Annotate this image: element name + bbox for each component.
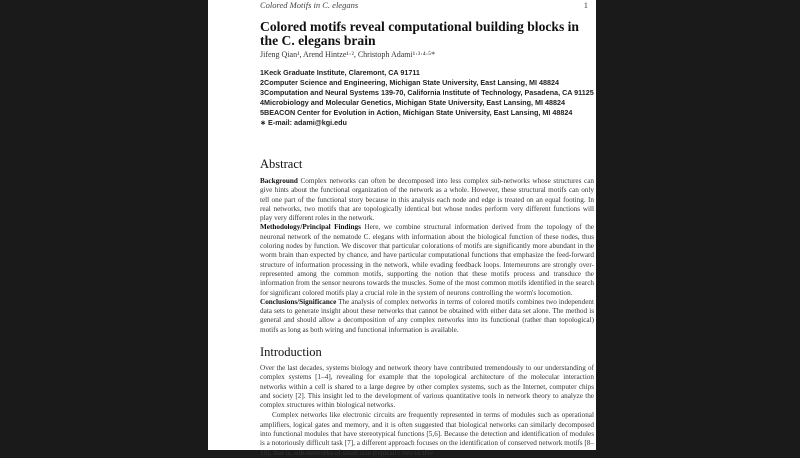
abstract-paragraph bbox=[260, 223, 594, 297]
methodology-label: Methodology/Principal Findings bbox=[260, 223, 361, 232]
running-header bbox=[260, 0, 588, 10]
background-text: Complex networks can often be decomposed into less complex sub-networks whose structures can give hints about the functional organization of the network as a whole. However, these structural motifs can only tell one part of the functional story because in this analysis each node and edge is treated on an equal footing. In real networks, two motifs that are topologically identical but whose nodes perform very different functions will play very different roles in the network. bbox=[260, 177, 594, 223]
page-number: 1 bbox=[583, 0, 588, 10]
introduction-body bbox=[260, 364, 594, 458]
abstract-paragraph bbox=[260, 177, 594, 223]
methodology-text: Here, we combine structural information derived from the topology of the neuronal network of the nematode C. elegans with information about the biological function of these nodes, thus coloring nodes by function. We discover that particular colorations of motifs are significantly more abundant in the worm brain than expected by chance, and have particular computational functions that emphasize the feed-forward structure of information processing in the network, while evading feedback loops. Interneurons are strongly over-represented among the common motifs, supporting the notion that these motifs process and transduce the information from the sensor neurons towards the muscles. Some of the most common motifs identified in the search for significant colored motifs play a crucial role in the system of neurons controlling the worm's locomotion. bbox=[260, 223, 594, 297]
contact-email: ∗ E-mail: adami@kgi.edu bbox=[260, 118, 347, 127]
abstract-heading: Abstract bbox=[260, 157, 303, 171]
abstract-paragraph bbox=[260, 298, 594, 335]
affiliation: 1Keck Graduate Institute, Claremont, CA 91711 bbox=[260, 68, 420, 77]
affiliation: 4Microbiology and Molecular Genetics, Michigan State University, East Lansing, MI 48824 bbox=[260, 98, 566, 107]
conclusions-text: The analysis of complex networks in terms of colored motifs combines two independent data sets to generate insight about these networks that cannot be obtained with either data set alone. The method is general and should allow a decomposition of any complex networks into its functional (rather than topological) motifs as long as both wiring and functional information is available. bbox=[260, 297, 594, 334]
author-list: Jifeng Qian¹, Arend Hintze¹·², Christoph Adami¹·³·⁴·⁵* bbox=[260, 50, 436, 59]
affiliation: 2Computer Science and Engineering, Michigan State University, East Lansing, MI 48824 bbox=[260, 78, 560, 87]
intro-paragraph: Over the last decades, systems biology and network theory have contributed tremendously to our understanding of complex systems [1–4], revealing for example that the topological architecture of the molecular interaction networks within a cell is shared to a large degree by other complex systems, such as the Internet, computer chips and society [2]. This insight led to the development of various quantitative tools in network theory to analyze the complex structures within biological networks. bbox=[260, 364, 594, 410]
affiliation: 5BEACON Center for Evolution in Action, Michigan State University, East Lansing, MI 48824 bbox=[260, 108, 573, 117]
abstract-body bbox=[260, 177, 594, 335]
background-label: Background bbox=[260, 177, 298, 185]
affiliation: 3Computation and Neural Systems 139-70, California Institute of Technology, Pasadena, CA 91125 bbox=[260, 88, 594, 97]
paper-page bbox=[208, 0, 596, 457]
affiliations bbox=[260, 68, 594, 128]
conclusions-label: Conclusions/Significance bbox=[260, 297, 337, 306]
introduction-heading: Introduction bbox=[260, 345, 322, 359]
intro-paragraph: Complex networks like electronic circuits are frequently represented in terms of modules such as operational amplifiers, logical gates and memory, and it is often suggested that biological networks can similarly decomposed into functional modules that have stereotypical functions [5,6]. Because the detection and identification of modules is a notoriously difficult task [7], a different approach focuses on the identification of conserved network motifs [8–10], that is, sub-networks of small size (typically two to five bbox=[260, 411, 594, 457]
running-title: Colored Motifs in C. elegans bbox=[260, 0, 359, 10]
paper-title: Colored motifs reveal computational building blocks in the C. elegans brain bbox=[260, 19, 579, 48]
